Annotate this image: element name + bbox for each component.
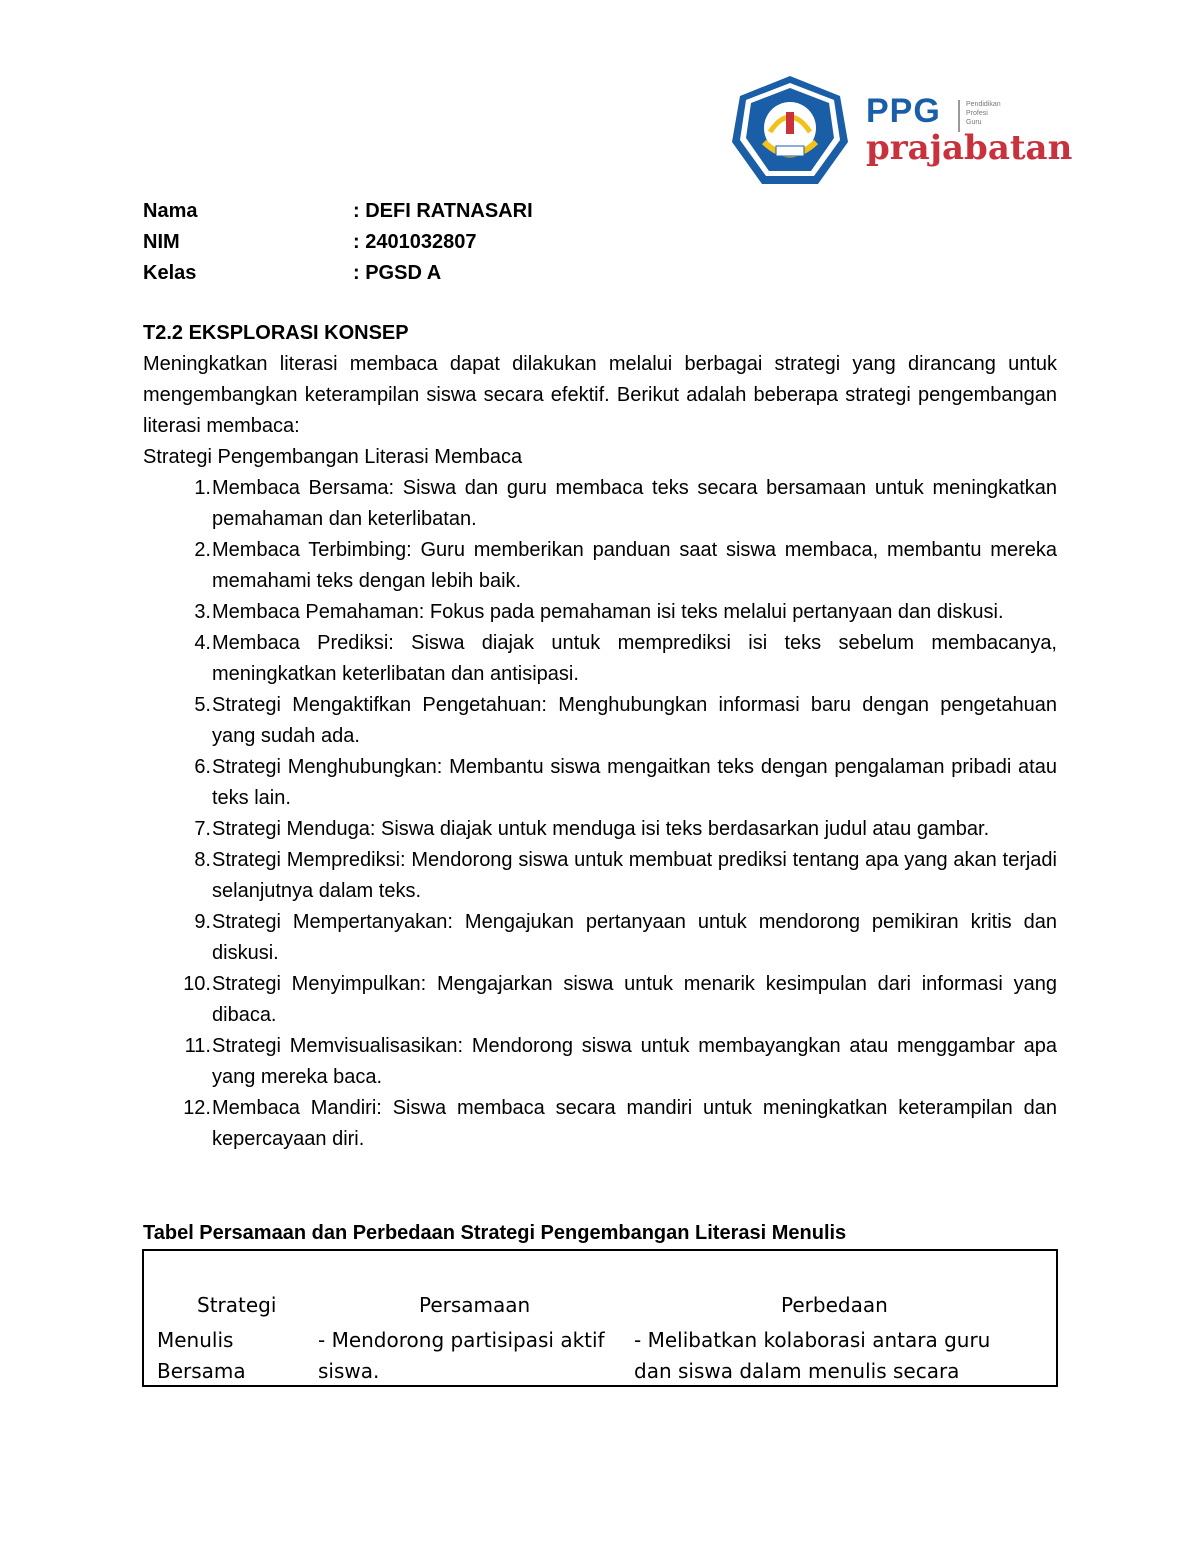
table-cell-strategi bbox=[157, 1325, 246, 1387]
list-item-number: 12. bbox=[183, 1097, 211, 1119]
table-header-strategi: Strategi bbox=[197, 1293, 277, 1317]
list-item-number: 2. bbox=[194, 539, 211, 561]
list-item-text: Strategi Menghubungkan: Membantu siswa mengaitkan teks dengan pengalaman pribadi atau teks lain. bbox=[212, 756, 1057, 809]
identity-value: : DEFI RATNASARI bbox=[353, 200, 533, 222]
list-item-text: Strategi Mempertanyakan: Mengajukan pertanyaan untuk mendorong pemikiran kritis dan diskusi. bbox=[212, 911, 1057, 964]
list-item bbox=[143, 473, 1057, 535]
strategy-list bbox=[143, 473, 1057, 1155]
cell-line: - Melibatkan kolaborasi antara guru bbox=[634, 1328, 991, 1352]
list-item-number: 9. bbox=[194, 911, 211, 933]
table-header-persamaan: Persamaan bbox=[419, 1293, 531, 1317]
list-item-text: Membaca Pemahaman: Fokus pada pemahaman isi teks melalui pertanyaan dan diskusi. bbox=[212, 601, 1004, 623]
ppg-logo-text: PPG bbox=[866, 92, 941, 130]
list-item bbox=[143, 628, 1057, 690]
list-item-number: 5. bbox=[194, 694, 211, 716]
list-item-number: 1. bbox=[194, 477, 211, 499]
list-item bbox=[143, 597, 1057, 628]
list-item-text: Membaca Terbimbing: Guru memberikan panduan saat siswa membaca, membantu mereka memahami teks dengan lebih baik. bbox=[212, 539, 1057, 592]
prajabatan-logo-text: prajabatan bbox=[866, 128, 1073, 168]
list-item bbox=[143, 535, 1057, 597]
identity-value: : 2401032807 bbox=[353, 231, 477, 253]
list-item bbox=[143, 752, 1057, 814]
list-item-text: Membaca Bersama: Siswa dan guru membaca teks secara bersamaan untuk meningkatkan pemahaman dan keterlibatan. bbox=[212, 477, 1057, 530]
section-heading: T2.2 EKSPLORASI KONSEP bbox=[143, 322, 409, 344]
list-item-number: 11. bbox=[184, 1035, 211, 1057]
list-item-text: Strategi Memvisualisasikan: Mendorong siswa untuk membayangkan atau menggambar apa yang mereka baca. bbox=[212, 1035, 1057, 1088]
identity-label: NIM bbox=[143, 231, 180, 253]
list-item bbox=[143, 1093, 1057, 1155]
list-item-text: Membaca Prediksi: Siswa diajak untuk memprediksi isi teks sebelum membacanya, meningkatkan keterlibatan dan antisipasi. bbox=[212, 632, 1057, 685]
table-title: Tabel Persamaan dan Perbedaan Strategi Pengembangan Literasi Menulis bbox=[143, 1222, 847, 1244]
list-subheading: Strategi Pengembangan Literasi Membaca bbox=[143, 446, 523, 468]
list-item-number: 6. bbox=[194, 756, 211, 778]
identity-label: Kelas bbox=[143, 262, 197, 284]
list-item-number: 3. bbox=[194, 601, 211, 623]
list-item-text: Strategi Memprediksi: Mendorong siswa untuk membuat prediksi tentang apa yang akan terjadi selanjutnya dalam teks. bbox=[212, 849, 1057, 902]
list-item-number: 7. bbox=[194, 818, 211, 840]
list-item-number: 8. bbox=[194, 849, 211, 871]
list-item bbox=[143, 907, 1057, 969]
table-header-perbedaan: Perbedaan bbox=[781, 1293, 888, 1317]
ppg-subtitle-line: Profesi bbox=[966, 110, 988, 117]
table-cell-persamaan bbox=[318, 1325, 605, 1387]
cell-line: Bersama bbox=[157, 1359, 246, 1383]
table-cell-perbedaan bbox=[634, 1325, 990, 1387]
list-item bbox=[143, 1031, 1057, 1093]
list-item bbox=[143, 814, 1057, 845]
cell-line: Menulis bbox=[157, 1328, 234, 1352]
ppg-subtitle-line: Guru bbox=[966, 119, 982, 126]
list-item bbox=[143, 969, 1057, 1031]
identity-value: : PGSD A bbox=[353, 262, 442, 284]
list-item-text: Membaca Mandiri: Siswa membaca secara mandiri untuk meningkatkan keterampilan dan kepercayaan diri. bbox=[212, 1097, 1057, 1150]
cell-line: siswa. bbox=[318, 1359, 380, 1383]
cell-line: - Mendorong partisipasi aktif bbox=[318, 1328, 605, 1352]
cell-line: dan siswa dalam menulis secara bbox=[634, 1359, 960, 1383]
list-item-number: 10. bbox=[183, 973, 211, 995]
list-item-text: Strategi Menduga: Siswa diajak untuk menduga isi teks berdasarkan judul atau gambar. bbox=[212, 818, 990, 840]
identity-label: Nama bbox=[143, 200, 198, 222]
list-item-number: 4. bbox=[194, 632, 211, 654]
list-item bbox=[143, 690, 1057, 752]
list-item bbox=[143, 845, 1057, 907]
list-item-text: Strategi Menyimpulkan: Mengajarkan siswa untuk menarik kesimpulan dari informasi yang dibaca. bbox=[212, 973, 1057, 1026]
ppg-subtitle-line: Pendidikan bbox=[966, 101, 1001, 108]
list-item-text: Strategi Mengaktifkan Pengetahuan: Menghubungkan informasi baru dengan pengetahuan yang sudah ada. bbox=[212, 694, 1057, 747]
ppg-subtitle bbox=[966, 100, 1001, 127]
intro-paragraph: Meningkatkan literasi membaca dapat dilakukan melalui berbagai strategi yang dirancang untuk mengembangkan keterampilan siswa secara efektif. Berikut adalah beberapa strategi pengembangan literasi membaca: bbox=[143, 353, 1057, 437]
